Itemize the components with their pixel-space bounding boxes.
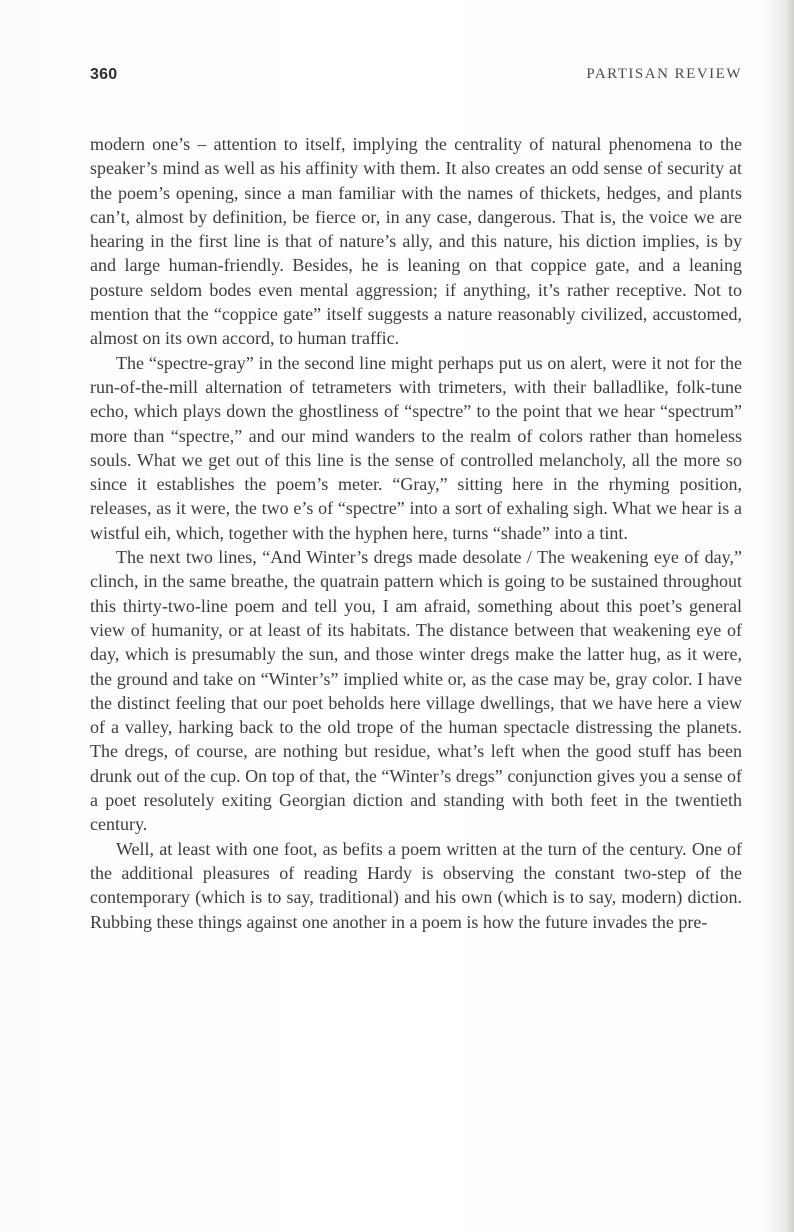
running-head: [90, 66, 742, 90]
page-number: 360: [90, 66, 118, 83]
journal-title: PARTISAN REVIEW: [586, 66, 742, 82]
paragraph-2: The “spectre-gray” in the second line might perhaps put us on alert, were it not for the run-of-the-mill alternation of tetrameters with trimeters, with their balladlike, folk-tune echo, which plays down the ghostliness of “spectre” to the point that we hear “spectrum” more than “spectre,” and our mind wanders to the realm of colors rather than homeless souls. What we get out of this line is the sense of controlled melancholy, all the more so since it establishes the poem’s meter. “Gray,” sitting here in the rhyming position, releases, as it were, the two e’s of “spectre” into a sort of exhaling sigh. What we hear is a wistful eih, which, together with the hyphen here, turns “shade” into a tint.: [90, 352, 742, 543]
body-text: [90, 132, 742, 934]
paragraph-4: Well, at least with one foot, as befits a poem written at the turn of the century. One of the additional pleasures of reading Hardy is observing the constant two-step of the contemporary (which is to say, traditional) and his own (which is to say, modern) diction. Rubbing these things against one another in a poem is how the future invades the pre-: [90, 838, 742, 932]
paragraph-1: modern one’s – attention to itself, implying the centrality of natural phenomena to the speaker’s mind as well as his affinity with them. It also creates an odd sense of security at the poem’s opening, since a man familiar with the names of thickets, hedges, and plants can’t, almost by definition, be fierce or, in any case, dangerous. That is, the voice we are hearing in the first line is that of nature’s ally, and this nature, his diction implies, is by and large human-friendly. Besides, he is leaning on that coppice gate, and a leaning posture seldom bodes even mental aggression; if anything, it’s rather receptive. Not to mention that the “coppice gate” itself suggests a nature reasonably civilized, accustomed, almost on its own accord, to human traffic.: [90, 134, 742, 349]
paragraph-3: The next two lines, “And Winter’s dregs made desolate / The weakening eye of day,” clinch, in the same breathe, the quatrain pattern which is going to be sustained throughout this thirty-two-line poem and tell you, I am afraid, something about this poet’s general view of humanity, or at least of its habitats. The distance between that weakening eye of day, which is presumably the sun, and those winter dregs make the latter hug, as it were, the ground and take on “Winter’s” implied white or, as the case may be, gray color. I have the distinct feeling that our poet beholds here village dwellings, that we have here a view of a valley, harking back to the old trope of the human spectacle distressing the planets. The dregs, of course, are nothing but residue, what’s left when the good stuff has been drunk out of the cup. On top of that, the “Winter’s dregs” conjunction gives you a sense of a poet resolutely exiting Georgian diction and standing with both feet in the twentieth century.: [90, 547, 742, 835]
